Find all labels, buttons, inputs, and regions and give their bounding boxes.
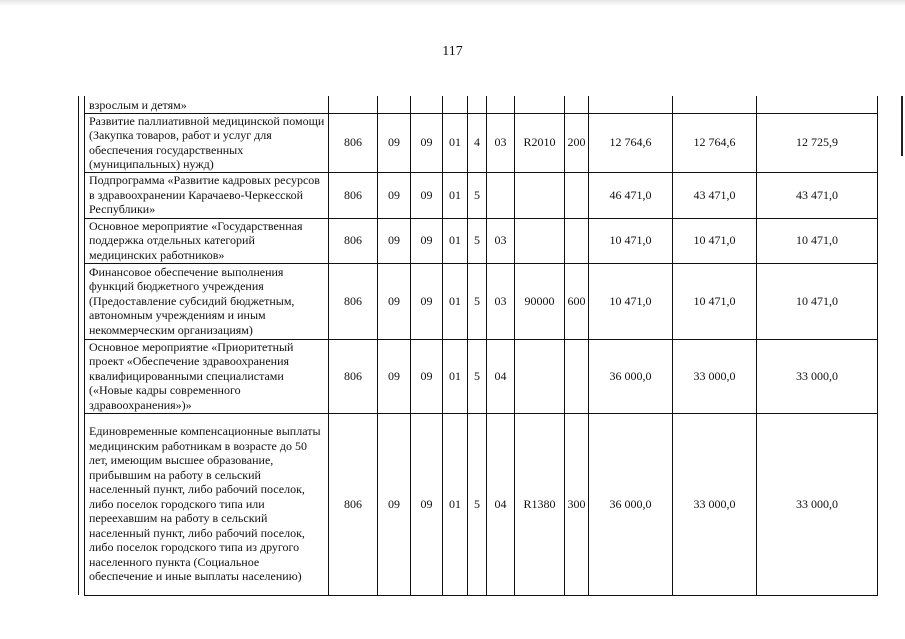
amount-year-2: 10 471,0 xyxy=(673,263,757,339)
direction-code xyxy=(515,96,565,113)
amount-year-1: 46 471,0 xyxy=(589,172,673,218)
amount-year-1: 36 000,0 xyxy=(589,413,673,595)
amount-year-3: 10 471,0 xyxy=(757,263,878,339)
table-row xyxy=(79,218,878,263)
expense-type-code xyxy=(565,172,589,218)
program-code xyxy=(443,96,468,113)
ministry-code: 806 xyxy=(329,172,378,218)
subprogram-code xyxy=(468,96,487,113)
subprogram-code: 4 xyxy=(468,113,487,172)
direction-code: 90000 xyxy=(515,263,565,339)
expense-type-code xyxy=(565,218,589,263)
table-row xyxy=(79,339,878,413)
program-code: 01 xyxy=(443,218,468,263)
expense-type-code xyxy=(565,96,589,113)
ministry-code: 806 xyxy=(329,263,378,339)
event-code: 04 xyxy=(487,339,515,413)
table-row xyxy=(79,113,878,172)
row-name: взрослым и детям» xyxy=(85,96,329,113)
subsection-code: 09 xyxy=(411,413,443,595)
program-code: 01 xyxy=(443,263,468,339)
subsection-code: 09 xyxy=(411,218,443,263)
amount-year-1 xyxy=(589,96,673,113)
subsection-code: 09 xyxy=(411,263,443,339)
table-row xyxy=(79,96,878,113)
subsection-code: 09 xyxy=(411,172,443,218)
event-code: 04 xyxy=(487,413,515,595)
row-name: Единовременные компенсационные выплаты медицинским работникам в возрасте до 50 лет, имеющим высшее образование, прибывшим на работу в сельский населенный пункт, либо рабочий поселок, либо поселок городского типа или переехавшим на работу в сельский населенный пункт, либо рабочий поселок, либо поселок городского типа из другого населенного пункта (Социальное обеспечение и иные выплаты населению) xyxy=(85,413,329,595)
amount-year-2: 33 000,0 xyxy=(673,413,757,595)
row-name: Подпрограмма «Развитие кадровых ресурсов в здравоохранении Карачаево-Черкесской Республики» xyxy=(85,172,329,218)
amount-year-2: 33 000,0 xyxy=(673,339,757,413)
amount-year-3: 12 725,9 xyxy=(757,113,878,172)
section-code: 09 xyxy=(378,113,411,172)
expense-type-code: 200 xyxy=(565,113,589,172)
subprogram-code: 5 xyxy=(468,413,487,595)
section-code: 09 xyxy=(378,218,411,263)
event-code: 03 xyxy=(487,218,515,263)
table-row xyxy=(79,263,878,339)
scan-edge-shadow xyxy=(0,0,905,6)
program-code: 01 xyxy=(443,113,468,172)
program-code: 01 xyxy=(443,339,468,413)
program-code: 01 xyxy=(443,172,468,218)
direction-code xyxy=(515,339,565,413)
table-body xyxy=(79,96,878,595)
row-name: Развитие паллиативной медицинской помощи (Закупка товаров, работ и услуг для обеспечения государственных (муниципальных) нужд) xyxy=(85,113,329,172)
ministry-code: 806 xyxy=(329,339,378,413)
ministry-code: 806 xyxy=(329,218,378,263)
event-code: 03 xyxy=(487,263,515,339)
subprogram-code: 5 xyxy=(468,263,487,339)
ministry-code xyxy=(329,96,378,113)
amount-year-2: 10 471,0 xyxy=(673,218,757,263)
section-code: 09 xyxy=(378,263,411,339)
event-code: 03 xyxy=(487,113,515,172)
row-name: Финансовое обеспечение выполнения функций бюджетного учреждения (Предоставление субсидий бюджетным, автономным учреждениям и иным некоммерческим организациям) xyxy=(85,263,329,339)
direction-code: R2010 xyxy=(515,113,565,172)
program-code: 01 xyxy=(443,413,468,595)
subprogram-code: 5 xyxy=(468,218,487,263)
amount-year-1: 36 000,0 xyxy=(589,339,673,413)
scan-edge-mark xyxy=(901,96,903,156)
expense-type-code xyxy=(565,339,589,413)
subprogram-code: 5 xyxy=(468,339,487,413)
amount-year-2: 43 471,0 xyxy=(673,172,757,218)
row-name: Основное мероприятие «Приоритетный проект «Обеспечение здравоохранения квалифицированными специалистами («Новые кадры современного здравоохранения»)» xyxy=(85,339,329,413)
event-code xyxy=(487,96,515,113)
amount-year-2: 12 764,6 xyxy=(673,113,757,172)
section-code xyxy=(378,96,411,113)
row-name: Основное мероприятие «Государственная поддержка отдельных категорий медицинских работников» xyxy=(85,218,329,263)
section-code: 09 xyxy=(378,339,411,413)
amount-year-1: 10 471,0 xyxy=(589,218,673,263)
budget-table xyxy=(78,96,878,596)
subprogram-code: 5 xyxy=(468,172,487,218)
ministry-code: 806 xyxy=(329,413,378,595)
amount-year-3: 33 000,0 xyxy=(757,413,878,595)
expense-type-code: 600 xyxy=(565,263,589,339)
amount-year-2 xyxy=(673,96,757,113)
section-code: 09 xyxy=(378,172,411,218)
subsection-code: 09 xyxy=(411,339,443,413)
section-code: 09 xyxy=(378,413,411,595)
amount-year-3 xyxy=(757,96,878,113)
subsection-code: 09 xyxy=(411,113,443,172)
amount-year-1: 10 471,0 xyxy=(589,263,673,339)
amount-year-3: 43 471,0 xyxy=(757,172,878,218)
direction-code xyxy=(515,172,565,218)
event-code xyxy=(487,172,515,218)
page-number: 117 xyxy=(442,44,463,59)
expense-type-code: 300 xyxy=(565,413,589,595)
amount-year-1: 12 764,6 xyxy=(589,113,673,172)
amount-year-3: 33 000,0 xyxy=(757,339,878,413)
direction-code xyxy=(515,218,565,263)
table-row xyxy=(79,413,878,595)
ministry-code: 806 xyxy=(329,113,378,172)
table-row xyxy=(79,172,878,218)
direction-code: R1380 xyxy=(515,413,565,595)
subsection-code xyxy=(411,96,443,113)
amount-year-3: 10 471,0 xyxy=(757,218,878,263)
